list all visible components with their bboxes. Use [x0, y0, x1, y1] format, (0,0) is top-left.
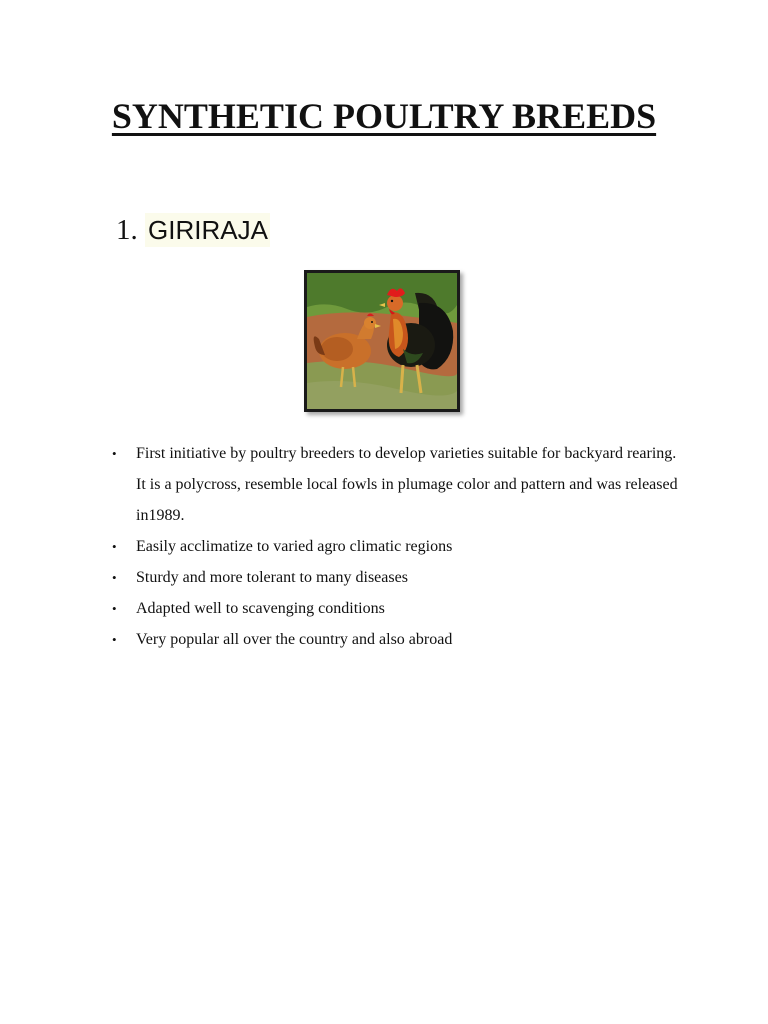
section-name: GIRIRAJA [145, 213, 270, 247]
list-item-text: Easily acclimatize to varied agro climatic regions [136, 538, 453, 555]
bullet-icon: • [112, 601, 117, 616]
section-number: 1. [116, 214, 138, 246]
chickens-illustration [307, 273, 457, 409]
list-item [112, 531, 682, 562]
chickens-photo [304, 270, 460, 412]
bullet-icon: • [112, 632, 117, 647]
list-item-text: Very popular all over the country and also abroad [136, 631, 453, 648]
feature-list [112, 438, 682, 655]
page-title-text: SYNTHETIC POULTRY BREEDS [111, 96, 657, 136]
list-item [112, 593, 682, 624]
bullet-icon: • [112, 539, 117, 554]
list-item [112, 562, 682, 593]
list-item-text: Adapted well to scavenging conditions [136, 600, 385, 617]
list-item-text: First initiative by poultry breeders to develop varieties suitable for backyard rearing. It is a polycross, resemble local fowls in plumage color and pattern and was released in1989. [136, 445, 678, 524]
list-item-text: Sturdy and more tolerant to many diseases [136, 569, 408, 586]
list-item [112, 438, 682, 531]
list-item [112, 624, 682, 655]
bullet-icon: • [112, 446, 117, 461]
bullet-icon: • [112, 570, 117, 585]
page-title [0, 94, 768, 138]
section-heading [116, 212, 270, 248]
